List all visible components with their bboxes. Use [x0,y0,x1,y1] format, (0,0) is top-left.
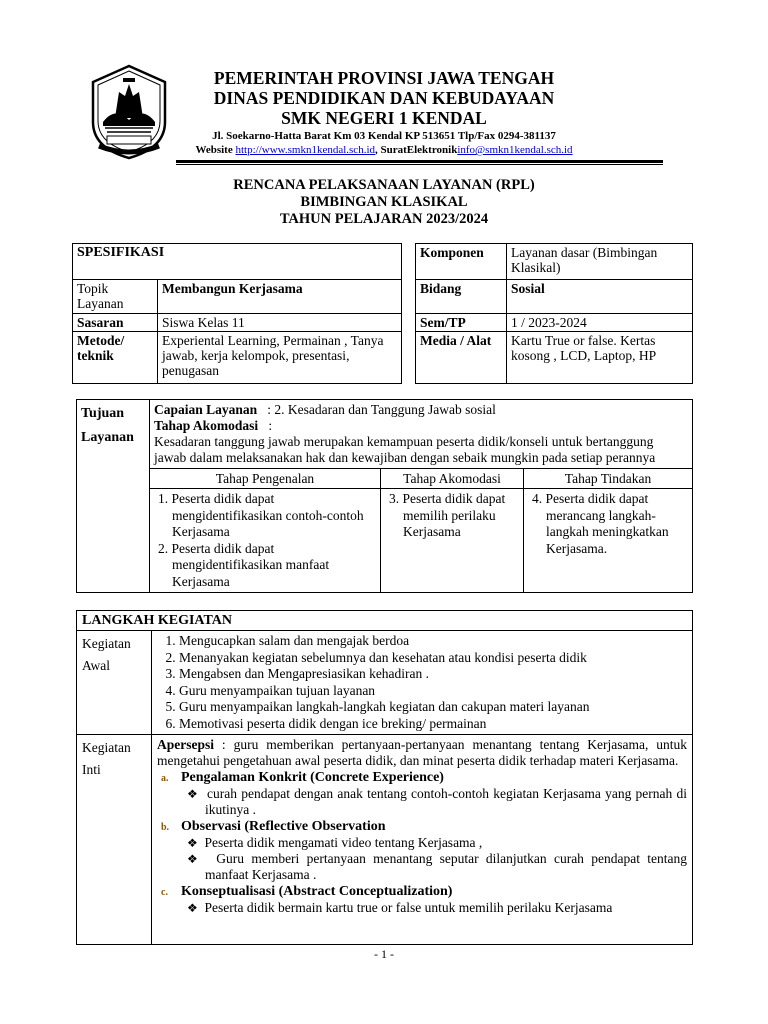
pengenalan-item: 2. Peserta didik dapat mengidentifikasikan manfaat Kerjasama [158,540,330,589]
langkah-kegiatan-table [76,610,693,945]
section-letter: b. [161,822,170,833]
website-link[interactable]: http://www.smkn1kendal.sch.id [235,144,375,156]
website-label: Website [195,144,236,156]
header-contact-line [150,144,618,156]
page-number: - 1 - [374,947,394,961]
bullet-item [157,786,687,818]
document-subtitle: BIMBINGAN KLASIKAL [300,194,468,210]
email-label: , SuratElektronik [375,144,458,156]
section-title: Konseptualisasi (Abstract Conceptualization) [181,884,453,899]
bullet-text: Peserta didik mengamati video tentang Kerjasama , [204,835,483,850]
col-tahap-pengenalan: Tahap Pengenalan [150,469,381,489]
header-department-line: DINAS PENDIDIKAN DAN KEBUDAYAAN [213,88,555,108]
kegiatan-awal-cell [152,631,693,735]
list-item: 2. Menanyakan kegiatan sebelumnya dan kesehatan atau kondisi peserta didik [179,650,687,667]
header-divider-thin [176,164,663,165]
col-tahap-akomodasi: Tahap Akomodasi [381,469,524,489]
semtp-value: 1 / 2023-2024 [507,314,693,332]
semtp-label: Sem/TP [416,314,507,332]
email-link[interactable]: info@smkn1kendal.sch.id [457,144,573,156]
list-item: 3. Mengabsen dan Mengapresiasikan kehadiran . [179,666,687,683]
diamond-bullet-icon: ❖ [187,901,198,915]
komponen-label: Komponen [416,244,507,280]
bidang-label: Bidang [416,280,507,314]
list-item: 1. Mengucapkan salam dan mengajak berdoa [179,633,687,650]
pengenalan-item: 1. Peserta didik dapat mengidentifikasikan contoh-contoh Kerjasama [158,491,364,539]
list-item: 4. Guru menyampaikan tujuan layanan [179,683,687,700]
document-title: RENCANA PELAKSANAAN LAYANAN (RPL) [233,177,535,193]
capaian-label: Capaian Layanan [154,402,258,417]
sasaran-value: Siswa Kelas 11 [158,314,402,332]
bullet-item [157,835,687,851]
kegiatan-awal-label: Kegiatan Awal [77,631,152,735]
pengenalan-cell [150,489,381,593]
apersepsi-paragraph [157,737,687,769]
capaian-value: : 2. Kesadaran dan Tanggung Jawab sosial [267,402,496,417]
list-item: 6. Memotivasi peserta didik dengan ice breking/ permainan [179,716,687,733]
akomodasi-cell [381,489,524,593]
bullet-text: curah pendapat dengan anak tentang contoh-contoh kegiatan Kerjasama yang pernah di ikutinya . [205,786,688,817]
bullet-text: Peserta didik bermain kartu true or false untuk memilih perilaku Kerjasama [204,900,613,915]
tahap-akomodasi-label: Tahap Akomodasi [154,418,259,433]
diamond-bullet-icon: ❖ [187,787,199,801]
media-label: Media / Alat [416,332,507,384]
header-divider-thick [176,160,663,163]
tujuan-layanan-table [76,399,693,593]
akomodasi-item: 3. Peserta didik dapat memilih perilaku Kerjasama [389,491,506,539]
header-government-line: PEMERINTAH PROVINSI JAWA TENGAH [213,68,555,88]
tujuan-description: Kesadaran tanggung jawab merupakan kemampuan peserta didik/konseli untuk bertanggung jawab dalam melaksanakan hak dan kewajiban dengan sebaik mungkin pada setiap perannya [154,434,656,465]
section-concrete-experience [157,769,687,786]
kegiatan-inti-cell [152,735,693,945]
komponen-value: Layanan dasar (Bimbingan Klasikal) [507,244,693,280]
tahap-colon: : [268,418,273,433]
kegiatan-inti-label: Kegiatan Inti [77,735,152,945]
diamond-bullet-icon: ❖ [187,852,202,866]
col-tahap-tindakan: Tahap Tindakan [524,469,693,489]
spec-heading: SPESIFIKASI [73,244,402,280]
header-school-name: SMK NEGERI 1 KENDAL [281,108,487,128]
bullet-item [157,851,687,883]
tujuan-summary [150,400,693,469]
specification-table-right [415,243,693,384]
section-abstract-conceptualization [157,883,687,900]
langkah-heading: LANGKAH KEGIATAN [77,611,693,631]
tindakan-cell [524,489,693,593]
section-reflective-observation [157,818,687,835]
list-item: 5. Guru menyampaikan langkah-langkah kegiatan dan cakupan materi layanan [179,699,687,716]
sasaran-label: Sasaran [73,314,158,332]
section-title: Pengalaman Konkrit (Concrete Experience) [181,770,444,785]
topik-label: Topik Layanan [73,280,158,314]
section-letter: c. [161,887,168,898]
diamond-bullet-icon: ❖ [187,836,198,850]
specification-table-left [72,243,402,384]
bullet-item [157,900,687,916]
bidang-value: Sosial [507,280,693,314]
media-value: Kartu True or false. Kertas kosong , LCD, Laptop, HP [507,332,693,384]
apersepsi-label: Apersepsi [157,737,214,752]
apersepsi-text: : guru memberikan pertanyaan-pertanyaan menantang tentang Kerjasama, untuk mengetahui pengetahuan awal peserta didik, dan minat peserta didik terhadap materi Kerjasama. [157,737,687,768]
section-letter: a. [161,773,169,784]
document-year: TAHUN PELAJARAN 2023/2024 [279,211,489,227]
metode-label: Metode/ teknik [73,332,158,384]
section-title: Observasi (Reflective Observation [181,819,386,834]
metode-value: Experiental Learning, Permainan , Tanya jawab, kerja kelompok, presentasi, penugasan [158,332,402,384]
header-address: Jl. Soekarno-Hatta Barat Km 03 Kendal KP 513651 Tlp/Fax 0294-381137 [212,130,556,142]
bullet-text: Guru memberi pertanyaan menantang seputar dilanjutkan curah pendapat tentang manfaat Kerjasama . [205,851,687,882]
tindakan-item: 4. Peserta didik dapat merancang langkah-langkah meningkatkan Kerjasama. [532,491,669,556]
kegiatan-awal-list [157,633,687,732]
tujuan-label: Tujuan Layanan [77,400,150,593]
topik-value: Membangun Kerjasama [158,280,402,314]
